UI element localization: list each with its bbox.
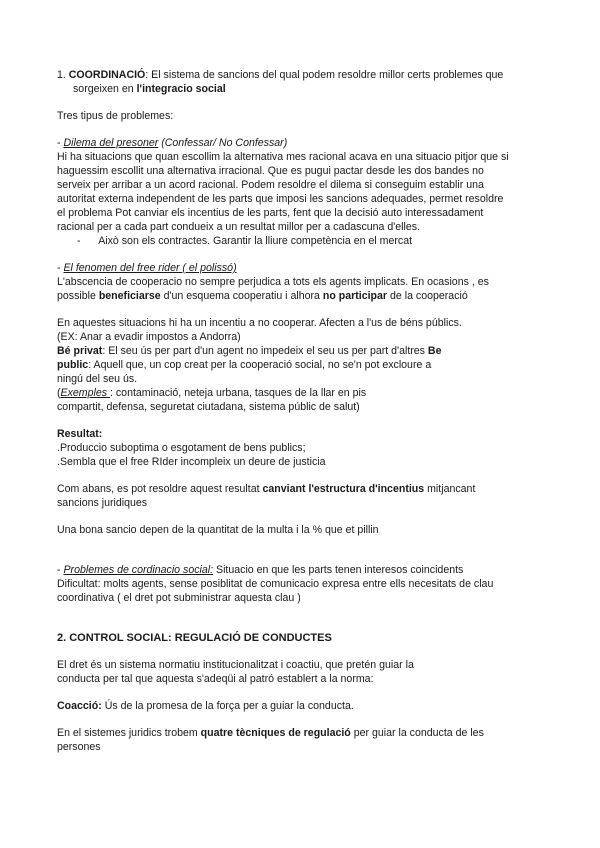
coordination-title: Problemes de cordinacio social: xyxy=(63,564,214,576)
section-1-title: COORDINACIÓ xyxy=(68,69,146,81)
free-rider-block xyxy=(57,261,547,414)
paragraph-line: En el sistemes juridics trobem quatre tècniques de regulació per guiar la conducta de les xyxy=(57,727,484,739)
paragraph-line: ningú del seu ús. xyxy=(57,373,138,385)
paragraph-line: serveix per arribar a un acord racional. Podem resoldre el dilema si conseguim establir una xyxy=(57,179,484,191)
sanction-line: Una bona sancio depen de la quantitat de la multa i la % que et pillin xyxy=(57,524,379,536)
public-good-line: public: Aquell que, un cop creat per la cooperació social, no se'n pot excloure a xyxy=(57,359,432,371)
coordination-heading: - Problemes de cordinacio social: Situacio en que les parts tenen interesos coincidents xyxy=(57,564,464,576)
document-page xyxy=(57,68,547,754)
private-good-line: Bé privat: El seu ús per part d'un agent no impedeix el seu us per part d'altres Be xyxy=(57,345,442,357)
paragraph-line: Dificultat: molts agents, sense posiblitat de comunicacio expresa entre ells necesitats de clau xyxy=(57,578,494,590)
result-block xyxy=(57,427,547,469)
section-2-title: 2. CONTROL SOCIAL: REGULACIÓ DE CONDUCTES xyxy=(57,632,332,644)
paragraph-line: coordinativa ( el dret pot subministrar aquesta clau ) xyxy=(57,592,301,604)
techniques-block xyxy=(57,726,547,754)
paragraph-line: Com abans, es pot resoldre aquest resultat canviant l'estructura d'incentius mitjancant xyxy=(57,483,476,495)
section-1-line-1: 1. COORDINACIÓ: El sistema de sancions del qual podem resoldre millor certs problemes que xyxy=(57,69,504,81)
section-1-line-2: sorgeixen en l'integracio social xyxy=(73,83,226,95)
free-rider-heading: - El fenomen del free rider ( el polissó) xyxy=(57,262,237,274)
paragraph-line: el problema Pot canviar els incentius de les parts, fent que la decisió auto interessadament xyxy=(57,207,484,219)
paragraph-line: (EX: Anar a evadir impostos a Andorra) xyxy=(57,331,241,343)
paragraph-line: autoritat externa independent de les parts que imposi les sancions adequades, permet resoldre xyxy=(57,193,504,205)
paragraph-line: .Sembla que el free RIder incompleix un deure de justicia xyxy=(57,456,326,468)
free-rider-title: El fenomen del free rider ( el polissó) xyxy=(63,262,237,274)
paragraph-line: .Produccio suboptima o esgotament de bens publics; xyxy=(57,442,306,454)
prisoner-dilemma-title: Dilema del presoner xyxy=(63,137,159,149)
paragraph-line: El dret és un sistema normatiu institucionalitzat i coactiu, que pretén guiar la xyxy=(57,659,414,671)
paragraph-line: Hi ha situacions que quan escollim la alternativa mes racional acava en una situacio pitjor que si xyxy=(57,151,509,163)
paragraph-line: En aquestes situacions hi ha un incentiu a no cooperar. Afecten a l'us de béns públics. xyxy=(57,317,462,329)
paragraph-line: conducta per tal que aquesta s'adeqüi al patró establert a la norma: xyxy=(57,673,374,685)
paragraph-line: racional per a cada part condueix a un resultat millor per a cadascuna d'elles. xyxy=(57,221,421,233)
prisoner-dilemma-heading: - Dilema del presoner (Confessar/ No Confessar) xyxy=(57,137,288,149)
incentives-block xyxy=(57,482,547,510)
problem-types-intro: Tres tipus de problemes: xyxy=(57,110,174,122)
paragraph-line: compartit, defensa, seguretat ciutadana, sistema públic de salut) xyxy=(57,401,360,413)
paragraph-line: possible beneficiarse d'un esquema cooperatiu i alhora no participar de la cooperació xyxy=(57,290,468,302)
result-title: Resultat: xyxy=(57,428,103,440)
coercion-line: Coacció: Ús de la promesa de la força per a guiar la conducta. xyxy=(57,700,354,712)
private-good-label: Bé privat xyxy=(57,345,103,357)
prisoner-dilemma-block xyxy=(57,136,547,248)
examples-label: Exemples xyxy=(60,387,110,399)
bullet-item: - Això son els contractes. Garantir la lliure competència en el mercat xyxy=(77,235,413,247)
coercion-label: Coacció: xyxy=(57,700,102,712)
coordination-block xyxy=(57,563,547,605)
paragraph-line: sancions juridiques xyxy=(57,497,148,509)
law-definition-block xyxy=(57,658,547,686)
public-good-label: public xyxy=(57,359,89,371)
paragraph-line: persones xyxy=(57,741,101,753)
examples-line: (Exemples : contaminació, neteja urbana, tasques de la llar en pis xyxy=(57,387,367,399)
section-1-heading xyxy=(57,68,547,96)
paragraph-line: L'abscencia de cooperacio no sempre perjudica a tots els agents implicats. En ocasions , es xyxy=(57,276,489,288)
paragraph-line: haguessim escollit una alternativa irracional. Que es pugui pactar desde les dos bandes no xyxy=(57,165,484,177)
